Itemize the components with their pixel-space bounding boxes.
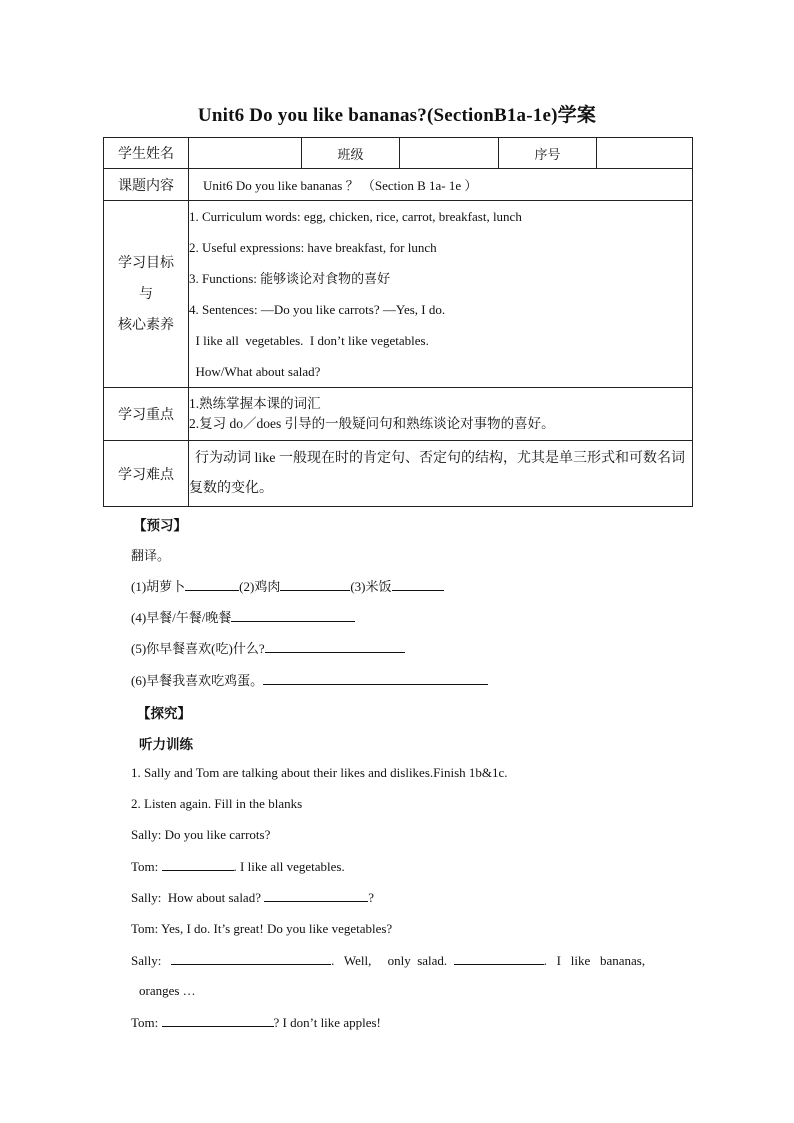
dialogue-line: Tom: . I like all vegetables.	[131, 859, 345, 874]
key-point: 2.复习 do／does 引导的一般疑问句和熟练谈论对事物的喜好。	[189, 416, 555, 431]
listening-instruction-2: 2. Listen again. Fill in the blanks	[131, 796, 303, 811]
answer-blank[interactable]	[392, 578, 444, 591]
table-row-key-points	[104, 388, 693, 441]
table-row-difficulty	[104, 441, 693, 507]
key-label: 学习重点	[104, 388, 189, 441]
table-row-goals	[104, 201, 693, 388]
answer-blank[interactable]	[171, 952, 331, 965]
course-value: Unit6 Do you like bananas ？ （Section B 1a- 1e ）	[189, 169, 693, 201]
answer-blank[interactable]	[162, 1014, 274, 1027]
goals-list	[189, 201, 693, 388]
info-table	[103, 137, 693, 507]
preview-heading: 【预习】	[133, 518, 187, 533]
preview-q2: (4)早餐/午餐/晚餐	[131, 607, 355, 626]
answer-blank[interactable]	[263, 672, 488, 685]
goal-item: How/What about salad?	[189, 364, 321, 379]
difficulty-label: 学习难点	[104, 441, 189, 507]
key-points	[189, 388, 693, 441]
number-cell	[597, 138, 693, 169]
goal-item: 4. Sentences: —Do you like carrots? —Yes, I do.	[189, 302, 446, 317]
listening-instruction-1: 1. Sally and Tom are talking about their likes and dislikes.Finish 1b&1c.	[131, 765, 508, 780]
class-label: 班级	[302, 138, 400, 169]
dialogue-line: Tom: ? I don’t like apples!	[131, 1015, 381, 1030]
page-title: Unit6 Do you like bananas?(SectionB1a-1e)学案	[197, 105, 597, 126]
course-label: 课题内容	[104, 169, 189, 201]
goal-item: 1. Curriculum words: egg, chicken, rice, carrot, breakfast, lunch	[189, 209, 522, 224]
answer-blank[interactable]	[265, 640, 405, 653]
dialogue-line: Sally: . Well, only salad. . I like bananas,	[131, 953, 646, 968]
answer-blank[interactable]	[231, 609, 355, 622]
answer-blank[interactable]	[280, 578, 350, 591]
name-label: 学生姓名	[104, 138, 189, 169]
preview-q3: (5)你早餐喜欢(吃)什么?	[131, 638, 405, 657]
preview-q1: (1)胡萝卜 (2)鸡肉 (3)米饭	[131, 576, 444, 595]
explore-heading: 【探究】	[137, 706, 191, 721]
table-row-course	[104, 169, 693, 201]
goal-item: 2. Useful expressions: have breakfast, for lunch	[189, 240, 437, 255]
table-row-header	[104, 138, 693, 169]
goal-label: 学习目标 与 核心素养	[104, 201, 189, 388]
dialogue-line: oranges …	[139, 983, 196, 998]
goal-item: 3. Functions: 能够谈论对食物的喜好	[189, 271, 391, 286]
preview-q4: (6)早餐我喜欢吃鸡蛋。	[131, 670, 488, 689]
dialogue-line: Sally: Do you like carrots?	[131, 827, 271, 842]
difficulty-text: 行为动词 like 一般现在时的肯定句、否定句的结构，尤其是单三形式和可数名词复数的变化。	[189, 441, 693, 507]
dialogue-line: Sally: How about salad? ?	[131, 890, 375, 905]
answer-blank[interactable]	[454, 952, 544, 965]
key-point: 1.熟练掌握本课的词汇	[189, 396, 321, 411]
explore-subheading: 听力训练	[139, 737, 193, 752]
name-cell	[189, 138, 302, 169]
answer-blank[interactable]	[264, 889, 368, 902]
preview-instruction: 翻译。	[131, 548, 171, 563]
answer-blank[interactable]	[185, 578, 239, 591]
class-cell	[400, 138, 499, 169]
dialogue-line: Tom: Yes, I do. It’s great! Do you like vegetables?	[131, 921, 393, 936]
goal-item: I like all vegetables. I don’t like vegetables.	[189, 333, 429, 348]
answer-blank[interactable]	[162, 858, 234, 871]
number-label: 序号	[499, 138, 597, 169]
